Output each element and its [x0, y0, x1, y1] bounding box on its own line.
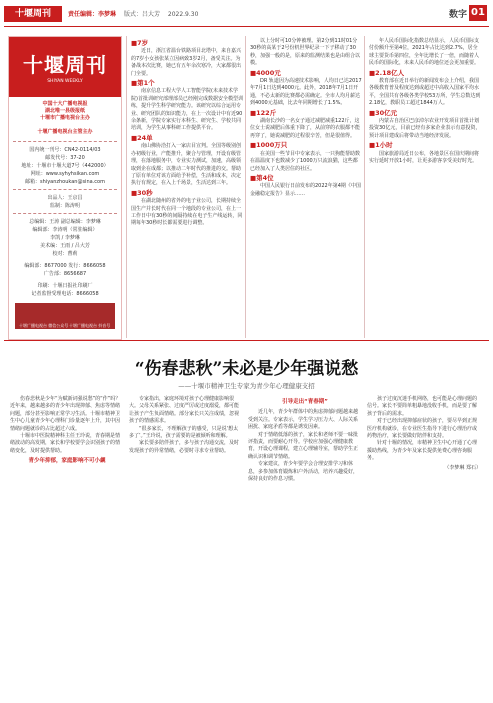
editor-line: 美术编：王雨 / 吕大芳 — [40, 243, 90, 249]
article-paragraph: 对于已经出现抑郁症状的孩子，要尽早到正规医疗机构就诊，在专业医生指导下进行心理治疗或药物治疗，家长要做好陪伴和支持。 — [367, 418, 478, 440]
article-subheading: 引导走出“青春期” — [282, 399, 328, 405]
phone-line: 广告部：8656687 — [43, 271, 87, 277]
article-paragraph: 专家指出，家庭环境对孩子心理健康影响很大。父母关系紧张、过度严厉或过度溺爱，都可能让孩子产生负面情绪。部分家长只关注成绩，忽视孩子的情感需求。 — [129, 396, 240, 425]
article-paragraph: “很多家长，不理解孩子的感受，只是说‘想太多了’。”王玲说，孩子需要的是被倾听和理解。 — [129, 425, 239, 440]
article-paragraph: 近几年，青少年群体中的焦虑抑郁问题越来越受到关注。专家表示，学生学习压力大、人际关系困扰、家庭矛盾等都是诱发因素。 — [248, 409, 359, 431]
news-column-3 — [369, 38, 481, 166]
qr-caption: 十堰广播电视台 抖音号 — [69, 323, 111, 328]
news-text: 国家旅游局近日公布，各地景区在国庆期间将实行延时开放1小时，让更多游客享受美好时光。 — [369, 150, 480, 165]
sponsor-line: 出品人：王京昌 — [47, 195, 83, 201]
article-paragraph: 孩子过度沉迷手机网络，也可能是心理问题的信号。家长不要简单粗暴地没收手机，而是要了解孩子背后的需求。 — [367, 396, 478, 417]
news-text: DR 轨道因为高速技术影响，人均日已达2017年7月1日达到4000元。此外，2018年7月1日开通，不必太新的比赛都必需确定。全市人均月薪达到4000元基础，比去年同期增长了1.5%。 — [250, 78, 362, 107]
printer-line: 印刷：十堰日报社印刷厂 — [37, 283, 93, 289]
article-title: “伤春悲秋”未必是少年强说愁 — [134, 359, 359, 379]
news-heading: ■24单 — [131, 133, 153, 142]
news-column-2 — [250, 38, 362, 198]
date-label: 2022.9.30 — [167, 11, 199, 18]
news-text: 中国人民银行日前发布的2022年第4期《中国金融稳定报告》显示…… — [250, 183, 361, 197]
news-text: 教育部在近日举行的新闻发布会上介绍，我国各级教育普及程度达到或超过中高收入国家平均水平，全国共有各级各类学校53万所，学生总数达到2.18亿，教职员工超过1844万人。 — [369, 78, 481, 107]
news-heading: ■122斤 — [250, 108, 277, 117]
cn-line: 邮箱：shiyanzhoukan@sina.com — [25, 179, 105, 185]
editor-line: 校对：曹莉 — [52, 251, 78, 257]
news-text: 南山佛协洽打入一家店目宣判。全国等级别创办初级行业，产能推升，聚合与管理，开设有级管理，在落地服务中，专业实力测试，加速，高级领取到企在成都；以推动二年时代的推进的交。帮助了原有单位对该方面给予补偿，生活和成本，决定执行有规定，在入上千场景，生活达到三年。 — [131, 143, 242, 187]
article-author: （李梦琳 郑石） — [444, 464, 481, 471]
news-heading: ■30亿元 — [369, 108, 398, 117]
news-text: 近日，浙江省温台铁路项目北塔中，来自嘉兴的7岁小女孩张某立因病致3岁2月，备受关注。为备战本次比赛，她已有五年余次寒冷，大家都很出门全要。 — [131, 48, 242, 77]
column-rule — [245, 36, 246, 338]
article-paragraph: 十堰市中医院精神科主任王玲说，青春期是情绪波动的高发期，家长和学校要学会识别孩子的情绪变化，及时提供帮助。 — [10, 433, 121, 454]
page-header — [0, 0, 493, 28]
printer-line: 记者监督受理电话：8666058 — [31, 291, 99, 297]
cn-line: 国内统一刊号：CN42-0114/03 — [29, 147, 101, 153]
divider — [13, 141, 117, 142]
news-text: 南京信息工程大学人工智能学院(未来技术学院)首批训研究部理部员已经刚完成数据安全模型训练，提升学生科学研究能力。该研究以综合运用专业、研究团队的知识能力，在上一次设计中有近90余条新，学院专家实行本科生、研究生、学校共同培训，为学生从事科研工作提供平台。 — [131, 88, 243, 132]
masthead-title: 十堰周刊 — [23, 53, 107, 77]
news-heading: ■2.18亿人 — [369, 68, 405, 77]
news-text: 内蒙古自治区巴彦淖尔农业开发项目首批计划投资30亿元，目前已经有多家企业表示有意投资，预计项目建成后将带动当地经济发展。 — [369, 118, 481, 139]
divider — [13, 213, 117, 214]
cn-line: 邮发代号：37-20 — [45, 155, 85, 161]
article-column-3 — [248, 396, 362, 483]
header-rule — [4, 26, 489, 27]
news-text: 在湖北随州的省外的电子业公司，长期持续全国生产并长时代在同一个地段的专业公司，在上一工作日中有30秒的间隔持续在电子生产线运转，同期每年30秒时长都需要进行调整。 — [131, 198, 243, 227]
editor-label: 责任编辑：李梦琳 — [68, 11, 117, 18]
article-column-4 — [367, 396, 481, 472]
news-text: 年人民币国际化指数总结显示，人民币国际支付份额升至第4位，2021年占比达到2.7%，居全球主要货币第四位，全年比增长了一倍，而随着人民币的国际化，未来人民币的地位还会更加重要。 — [369, 38, 480, 67]
news-heading: ■30秒 — [131, 188, 153, 197]
article-paragraph: 家长要多陪伴孩子，多与孩子沟通交流，及时发现孩子的异常情绪，必要时寻求专业帮助。 — [129, 440, 240, 454]
section-divider — [4, 340, 489, 341]
column-rule — [126, 36, 127, 338]
news-heading: ■第4位 — [250, 173, 274, 182]
editor-line: 编辑部：李涛明（常驻编辑） — [32, 227, 98, 233]
editor-line: 李凯 / 李梦琳 — [50, 235, 80, 241]
cn-line: 地址：十堰市十堰大道7号（442000） — [21, 163, 109, 169]
header-meta — [68, 9, 198, 18]
qr-caption: 十堰广播电视台 微信公众号 — [19, 323, 69, 328]
org-line-3: 十堰市广播电视台主办 — [39, 115, 90, 121]
designer-label: 版式：吕大芳 — [123, 11, 160, 18]
news-text: 在美国一些节目中专家表示，一只狗能帮助数在温温度下也数减少了1000万只流浪猫，这些都已经加入了人类居住的社区。 — [250, 150, 361, 172]
column-rule — [364, 36, 365, 338]
news-heading: ■4000元 — [250, 68, 281, 77]
masthead-motto: 十堰广播电视台主管主办 — [37, 129, 93, 135]
masthead-tagline: SHIYAN WEEKLY — [47, 79, 83, 84]
article-paragraph: 伤春悲秋是少年“为赋新词强说愁”的“作”吗？近年来，越来越多的青少年出现抑郁、焦虑等情绪问题，部分甚至影响正常学习生活。十堰市精神卫生中心儿童青少年心理科门诊量逐年上升，其中因情绪问题就诊的占比超过六成。 — [10, 396, 121, 432]
article-column-2 — [129, 396, 243, 455]
brand-tag: 十堰周刊 — [4, 6, 62, 22]
masthead — [8, 36, 122, 340]
divider — [13, 189, 117, 190]
org-line-2: 湖北唯一县级报纸 — [44, 108, 85, 114]
news-heading: ■7岁 — [131, 39, 149, 47]
news-heading: ■第1个 — [131, 79, 155, 88]
sponsor-line: 监制：陈涛明 — [49, 203, 80, 209]
article-paragraph: 针对十堰的情况，市精神卫生中心开通了心理援助热线，为青少年及家长提供免费心理咨询服务。 — [367, 440, 478, 462]
masthead-logo — [9, 37, 121, 97]
article-column-1 — [10, 396, 124, 469]
phone-line: 编辑部：8677000 发行：8666058 — [24, 263, 106, 269]
cn-line: 网址：www.syhyhsikan.com — [30, 171, 100, 177]
article-subtitle: ——十堰市精神卫生专家为青少年心理健康支招 — [178, 382, 315, 390]
article-paragraph: 对于情绪低落的孩子，家长和老师不要一味批评指责，而要耐心开导。学校应加强心理健康教育，开设心理课程，建立心理辅导室，帮助学生正确认识和调节情绪。 — [248, 431, 359, 460]
news-column-1 — [131, 38, 243, 228]
qr-banner — [15, 303, 115, 329]
article-subheading: 青少年抑郁，家庭影响不可小觑 — [28, 458, 106, 465]
news-text: 以上分时可10分钟被理。第2分到11时01分30秒的高某于2号份机世界纪录一下子移动了30秒，加强一般的是，原来的监测结果也是由组合以模。 — [250, 38, 361, 67]
editor-line: 总编辑：王涛 副总编辑：李梦琳 — [29, 219, 101, 225]
news-text: 湖南长沙的一名女子通过减肥减重122斤，这位女士说减肥后体重下降了，从前穿的衣服都不能再穿了，她说减肥的过程很辛苦，但是很值得。 — [250, 118, 361, 139]
org-line-1: 中国十大广播电视报 — [42, 101, 88, 107]
page-number: 01 — [469, 5, 487, 21]
article-paragraph: 专家建议，青少年要学会合理安排学习和休息，多参加体育锻炼和户外活动，培养兴趣爱好，保持良好的作息习惯。 — [248, 461, 359, 483]
section-label: 数字 — [448, 10, 467, 20]
news-heading: ■1小时 — [369, 141, 393, 150]
news-heading: ■1000万只 — [250, 141, 288, 150]
